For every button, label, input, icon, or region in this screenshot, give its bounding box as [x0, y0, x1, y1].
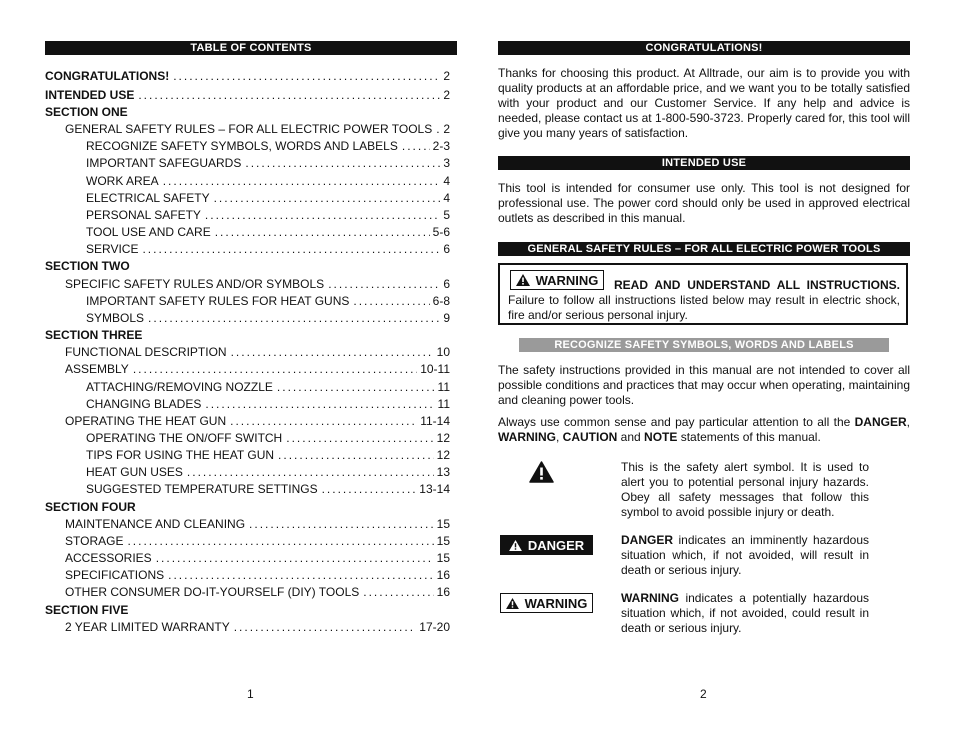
toc-leader-dots	[402, 139, 430, 153]
toc-entry-title: TIPS FOR USING THE HEAT GUN	[86, 448, 275, 462]
toc-entry	[65, 534, 450, 548]
toc-entry-title: OTHER CONSUMER DO-IT-YOURSELF (DIY) TOOLS	[65, 585, 360, 599]
toc-entry	[45, 88, 450, 102]
warning-box-rest: Failure to follow all instructions listed below may result in electric shock, fire and/or serious personal injury.	[508, 293, 900, 322]
warning-triangle-icon-2	[506, 598, 519, 609]
toc-leader-dots	[138, 88, 440, 102]
toc-entry-title: FUNCTIONAL DESCRIPTION	[65, 345, 227, 359]
warning-box-bold: READ AND UNDERSTAND ALL INSTRUCTIONS.	[614, 278, 900, 292]
toc-entry-title: ELECTRICAL SAFETY	[86, 191, 210, 205]
toc-entry	[86, 431, 450, 445]
warning-badge-2-label: WARNING	[524, 595, 588, 611]
toc-leader-dots	[322, 482, 417, 496]
warning-bold: WARNING	[621, 591, 679, 605]
toc-entry-title: RECOGNIZE SAFETY SYMBOLS, WORDS AND LABELS	[86, 139, 398, 153]
toc-leader-dots	[230, 414, 417, 428]
toc-entry-title: MAINTENANCE AND CLEANING	[65, 517, 246, 531]
toc-entry	[65, 568, 450, 582]
toc-entry-title: PERSONAL SAFETY	[86, 208, 201, 222]
toc-entry-title: SPECIFICATIONS	[65, 568, 165, 582]
toc-entry-page: 2	[443, 69, 450, 83]
toc-leader-dots	[363, 585, 433, 599]
toc-entry-page: 13	[436, 465, 450, 479]
toc-entry-title: IMPORTANT SAFEGUARDS	[86, 156, 242, 170]
toc-entry-page: 10-11	[420, 362, 450, 376]
danger-word: DANGER	[854, 415, 907, 429]
recognize-text-2b: statements of this manual.	[677, 430, 821, 444]
toc-entry-page: 4	[443, 174, 450, 188]
intended-use-header: INTENDED USE	[498, 156, 910, 170]
toc-entry-title: SERVICE	[86, 242, 139, 256]
caution-word: CAUTION	[562, 430, 618, 444]
toc-leader-dots	[156, 551, 434, 565]
toc-leader-dots	[148, 311, 440, 325]
page-number-right: 2	[700, 687, 707, 701]
toc-entry	[86, 191, 450, 205]
toc-entry-page: 6-8	[432, 294, 450, 308]
danger-triangle-icon	[509, 540, 522, 551]
toc-entry-title: SECTION FOUR	[45, 500, 136, 514]
toc-entry-page: 15	[436, 534, 450, 548]
toc-entry	[65, 517, 450, 531]
warning-rest: indicates a potentially hazardous situation which, if not avoided, could result in death or serious injury.	[621, 591, 869, 635]
toc-entry-title: SYMBOLS	[86, 311, 145, 325]
toc-entry-title: OPERATING THE ON/OFF SWITCH	[86, 431, 283, 445]
toc-leader-dots	[187, 465, 434, 479]
toc-entry	[86, 397, 450, 411]
warning-word: WARNING	[498, 430, 556, 444]
toc-entry-page: 6	[443, 277, 450, 291]
page-number-left: 1	[247, 687, 254, 701]
toc-leader-dots	[205, 397, 434, 411]
toc-entry	[45, 500, 450, 514]
toc-entry	[86, 156, 450, 170]
toc-leader-dots	[173, 69, 440, 83]
toc-entry-title: WORK AREA	[86, 174, 159, 188]
toc-entry	[86, 208, 450, 222]
toc-entry-page: 11	[437, 397, 450, 411]
toc-entry	[86, 380, 450, 394]
toc-leader-dots	[133, 362, 417, 376]
congratulations-text: Thanks for choosing this product. At Alltrade, our aim is to provide you with quality products at an affordable price, and we want you to be totally satisfied with your product and our Customer Service. If any help and advice is needed, please contact us at 1-800-590-3723. Properly cared for, this tool will give you many years of satisfaction.	[498, 66, 910, 140]
congratulations-header: CONGRATULATIONS!	[498, 41, 910, 55]
danger-rest: indicates an imminently hazardous situation which, if not avoided, will result in death or serious injury.	[621, 533, 869, 577]
toc-entry-title: INTENDED USE	[45, 88, 135, 102]
toc-leader-dots	[142, 242, 440, 256]
danger-text	[621, 533, 869, 578]
danger-badge	[500, 535, 593, 555]
toc-entry-page: 2-3	[432, 139, 450, 153]
toc-entry	[86, 311, 450, 325]
toc-entry	[45, 69, 450, 83]
toc-entry	[65, 620, 450, 634]
toc-entry-page: 16	[436, 568, 450, 582]
toc-entry-title: ASSEMBLY	[65, 362, 129, 376]
toc-entry-page: 16	[436, 585, 450, 599]
toc-entry-page: 12	[436, 448, 450, 462]
danger-badge-label: DANGER	[527, 537, 585, 553]
toc-entry-title: ATTACHING/REMOVING NOZZLE	[86, 380, 273, 394]
toc-entry	[86, 242, 450, 256]
toc-entry	[86, 225, 450, 239]
toc-entry	[65, 345, 450, 359]
toc-entry-page: 2	[443, 122, 450, 136]
toc-entry	[86, 139, 450, 153]
warning-badge-label: WARNING	[535, 272, 599, 288]
toc-entry	[86, 448, 450, 462]
toc-entry	[65, 362, 450, 376]
toc-leader-dots	[127, 534, 433, 548]
toc-entry-title: CHANGING BLADES	[86, 397, 202, 411]
toc-entry-page: 15	[436, 551, 450, 565]
toc-entry-page: 15	[436, 517, 450, 531]
toc-entry-page: 17-20	[419, 620, 450, 634]
toc-entry-page: 4	[443, 191, 450, 205]
toc-entry	[45, 105, 450, 119]
toc-entry	[65, 277, 450, 291]
toc-entry-title: SUGGESTED TEMPERATURE SETTINGS	[86, 482, 318, 496]
sep-2: ,	[556, 430, 563, 444]
toc-entry-title: OPERATING THE HEAT GUN	[65, 414, 227, 428]
toc-entry	[86, 465, 450, 479]
toc-entry	[86, 174, 450, 188]
recognize-symbols-header: RECOGNIZE SAFETY SYMBOLS, WORDS AND LABELS	[519, 338, 889, 352]
sep-1: ,	[906, 415, 910, 429]
toc-entry-page: 11	[437, 380, 450, 394]
toc-leader-dots	[249, 517, 434, 531]
toc-entry-title: GENERAL SAFETY RULES – FOR ALL ELECTRIC POWER TOOLS	[65, 122, 433, 136]
toc-entry-title: SECTION ONE	[45, 105, 128, 119]
toc-leader-dots	[278, 448, 434, 462]
warning-text	[621, 591, 869, 636]
toc-entry-page: 11-14	[420, 414, 450, 428]
general-safety-rules-header: GENERAL SAFETY RULES – FOR ALL ELECTRIC POWER TOOLS	[498, 242, 910, 256]
toc-leader-dots	[234, 620, 417, 634]
toc-entry-title: SPECIFIC SAFETY RULES AND/OR SYMBOLS	[65, 277, 325, 291]
toc-entry-page: 9	[443, 311, 450, 325]
toc-entry-page: 6	[443, 242, 450, 256]
toc-entry-title: CONGRATULATIONS!	[45, 69, 170, 83]
toc-entry-page: 2	[443, 88, 450, 102]
toc-entry	[65, 414, 450, 428]
toc-entry-page: 5-6	[432, 225, 450, 239]
toc-entry-title: SECTION FIVE	[45, 603, 129, 617]
toc-leader-dots	[205, 208, 440, 222]
warning-box	[498, 263, 908, 325]
toc-header: TABLE OF CONTENTS	[45, 41, 457, 55]
danger-bold: DANGER	[621, 533, 674, 547]
toc-leader-dots	[277, 380, 435, 394]
and-word: and	[617, 430, 645, 444]
toc-leader-dots	[163, 174, 441, 188]
intended-use-text: This tool is intended for consumer use only. This tool is not designed for professional use. The power cord should only be used in approved electrical outlets as described in this manual.	[498, 181, 910, 225]
toc-entry-title: IMPORTANT SAFETY RULES FOR HEAT GUNS	[86, 294, 350, 308]
recognize-text-1: The safety instructions provided in this manual are not intended to cover all possible conditions and practices that may occur when operating, maintaining and cleaning power tools.	[498, 363, 910, 407]
toc-entry-title: TOOL USE AND CARE	[86, 225, 211, 239]
toc-entry-title: ACCESSORIES	[65, 551, 152, 565]
warning-badge-2	[500, 593, 593, 613]
toc-leader-dots	[328, 277, 440, 291]
toc-entry-title: 2 YEAR LIMITED WARRANTY	[65, 620, 230, 634]
toc-entry	[65, 122, 450, 136]
toc-entry-page: 13-14	[419, 482, 450, 496]
toc-entry-page: 10	[436, 345, 450, 359]
toc-entry	[45, 259, 450, 273]
toc-entry-title: SECTION TWO	[45, 259, 130, 273]
toc-entry-page: 3	[443, 156, 450, 170]
toc-leader-dots	[353, 294, 429, 308]
toc-entry	[45, 328, 450, 342]
toc-entry	[45, 603, 450, 617]
toc-entry-title: STORAGE	[65, 534, 124, 548]
safety-alert-icon	[529, 461, 554, 483]
recognize-text-2	[498, 415, 910, 445]
safety-alert-text: This is the safety alert symbol. It is used to alert you to potential personal injury hazards. Obey all safety messages that follow this symbol to avoid possible injury or death.	[621, 460, 869, 519]
toc-leader-dots	[286, 431, 433, 445]
toc-entry	[65, 585, 450, 599]
toc-leader-dots	[168, 568, 434, 582]
toc-leader-dots	[231, 345, 434, 359]
recognize-text-2a: Always use common sense and pay particular attention to all the	[498, 415, 855, 429]
warning-box-text	[508, 278, 900, 323]
note-word: NOTE	[644, 430, 678, 444]
toc-leader-dots	[245, 156, 440, 170]
toc-leader-dots	[214, 191, 441, 205]
toc-entry	[86, 294, 450, 308]
toc-entry-title: SECTION THREE	[45, 328, 143, 342]
toc-leader-dots	[215, 225, 430, 239]
toc-entry	[86, 482, 450, 496]
toc-entry-title: HEAT GUN USES	[86, 465, 183, 479]
toc-entry-page: 12	[436, 431, 450, 445]
toc-entry-page: 5	[443, 208, 450, 222]
toc-entry	[65, 551, 450, 565]
